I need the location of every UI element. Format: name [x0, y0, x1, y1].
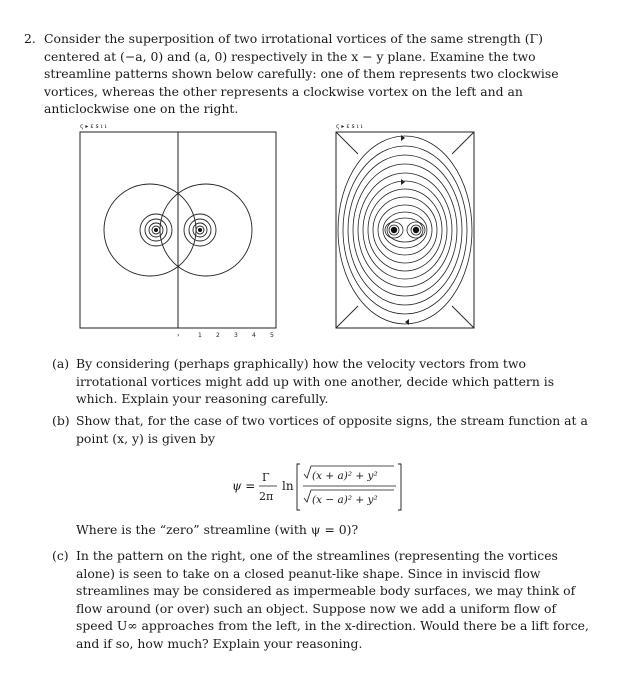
right-top-ticks: ς ▸ ε ꜱ ι ι: [336, 123, 363, 130]
question-text: Consider the superposition of two irrotational vortices of the same strength (Γ) centered at (−a, 0) and (a, 0) respectively in the x − y plane. Examine the two streamline patterns shown below carefully: one of them represents two clockwise vortices, whereas the other represents a clockwise vortex on the left and an anticlockwise one on the right.: [44, 31, 559, 117]
zero-streamline-question: Where is the “zero” streamline (with ψ = 0)?: [76, 522, 359, 537]
svg-text:4: 4: [252, 332, 256, 339]
right-streamline-ellipses: [338, 136, 472, 324]
part-c-label: (c): [52, 548, 69, 563]
right-fig-right-core: [413, 227, 419, 233]
part-b-text: Show that, for the case of two vortices of opposite signs, the stream function at a point (x, y) is given by: [76, 413, 588, 446]
part-a: [52, 355, 592, 408]
figure-opposite-sign-vortices: [328, 116, 480, 348]
right-fig-left-core: [391, 227, 397, 233]
part-c-text: In the pattern on the right, one of the streamlines (representing the vortices alone) is seen to take on a closed peanut-like shape. Since in inviscid flow streamlines may be considered as impermeable body surfaces, we may think of flow around (or over) such an object. Suppose now we add a uniform flow of speed U∞ approaches from the left, in the x-direction. Would there be a lift force, and if so, how much? Explain your reasoning.: [76, 548, 589, 651]
svg-text:5: 5: [270, 332, 274, 339]
formula-lhs: ψ =: [232, 479, 256, 493]
part-a-label: (a): [52, 356, 70, 371]
left-vortex-core: [154, 228, 158, 232]
formula-left-bracket: [297, 464, 300, 510]
right-plot-frame: [336, 132, 474, 328]
left-circle-outer: [104, 184, 196, 276]
formula-ln: ln: [282, 479, 294, 493]
figure-same-sign-vortices: [72, 116, 284, 348]
part-a-text: By considering (perhaps graphically) how the velocity vectors from two irrotational vortices might add up with one another, decide which pattern is which. Explain your reasoning carefully.: [76, 356, 555, 407]
question-number: 2.: [24, 31, 36, 46]
right-circle-outer: [160, 184, 252, 276]
right-fig-arrows: [401, 135, 409, 325]
svg-text:2: 2: [216, 332, 220, 339]
svg-text:3: 3: [234, 332, 238, 339]
formula-denominator: (x − a)² + y²: [312, 494, 378, 506]
right-vortex-core: [198, 228, 202, 232]
left-bottom-ticks: [177, 332, 274, 339]
formula-coef-num: Γ: [262, 471, 270, 484]
question-2: [24, 30, 590, 118]
svg-text:›: ›: [177, 332, 180, 339]
part-c: [52, 547, 592, 653]
svg-text:1: 1: [198, 332, 202, 339]
left-top-ticks: ς ▸ ε ꜱ ι ι: [80, 123, 107, 130]
formula-coef-den: 2π: [259, 490, 274, 503]
formula-right-bracket: [398, 464, 401, 510]
part-b: [52, 412, 592, 447]
formula-numerator: (x + a)² + y²: [312, 470, 378, 482]
part-b-label: (b): [52, 413, 70, 428]
stream-function-formula: [232, 460, 432, 512]
